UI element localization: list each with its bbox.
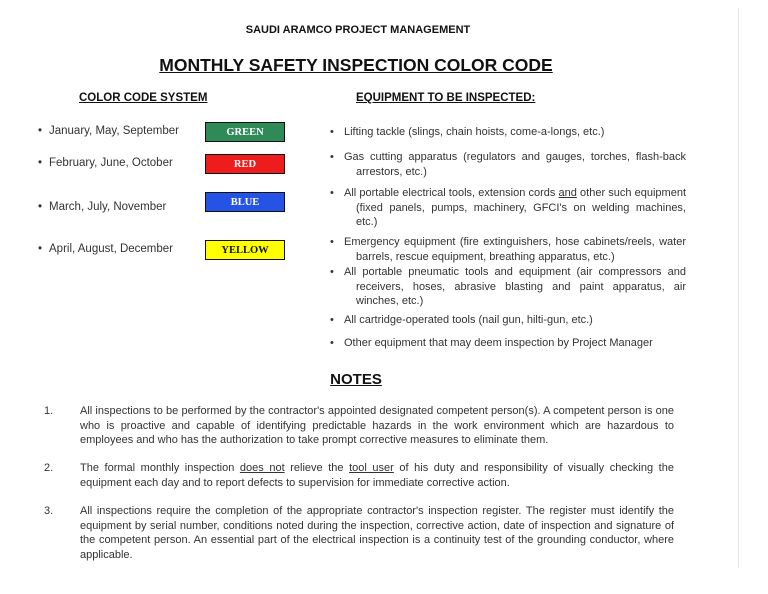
equipment-item [330, 336, 686, 351]
organization-header: SAUDI ARAMCO PROJECT MANAGEMENT [245, 24, 471, 36]
note-number: 2. [44, 462, 54, 474]
text-fragment: All portable electrical tools, extension cords [344, 187, 559, 199]
underlined-phrase: does not [239, 462, 285, 474]
note-item [44, 461, 674, 490]
bullet-glyph: • [38, 125, 43, 137]
equipment-item [330, 125, 686, 140]
text-fragment: The formal monthly inspection [80, 462, 240, 474]
bullet-glyph: • [38, 243, 43, 255]
swatch-label: YELLOW [221, 244, 269, 256]
text-fragment: relieve the [284, 462, 350, 474]
bullet-glyph: • [330, 187, 334, 199]
bullet-glyph: • [330, 314, 334, 326]
bullet-glyph: • [330, 236, 334, 248]
equipment-item [330, 313, 686, 328]
underlined-phrase: tool user [349, 462, 394, 474]
swatch-label: BLUE [230, 196, 260, 208]
note-number: 1. [44, 405, 54, 417]
months-label: February, June, October [49, 157, 173, 169]
swatch-label: GREEN [226, 126, 264, 138]
months-label: April, August, December [49, 243, 174, 255]
equipment-item [330, 186, 686, 230]
page-edge-line [738, 8, 739, 568]
color-row-months [38, 125, 179, 137]
swatch-label: RED [233, 158, 257, 170]
equipment-item-text: Lifting tackle (slings, chain hoists, come-a-longs, etc.) [344, 126, 605, 138]
bullet-glyph: • [330, 126, 334, 138]
bullet-glyph: • [38, 157, 43, 169]
text-fragment: other such equipment (fixed panels, pumps, machinery, GFCI's on welding machines, etc.) [356, 187, 686, 228]
note-number: 3. [44, 505, 54, 517]
equipment-item-text: Gas cutting apparatus (regulators and gauges, torches, flash-back arrestors, etc.) [344, 151, 686, 178]
color-row-months [38, 157, 173, 169]
color-row-months [38, 201, 166, 213]
bullet-glyph: • [330, 337, 334, 349]
note-item [44, 504, 674, 562]
color-row-months [38, 243, 173, 255]
equipment-item-text: All cartridge-operated tools (nail gun, hilti-gun, etc.) [344, 314, 593, 326]
red-swatch [205, 154, 285, 174]
document-title: MONTHLY SAFETY INSPECTION COLOR CODE [159, 55, 553, 75]
equipment-item-text: All portable pneumatic tools and equipment (air compressors and receivers, hoses, abrasive blasting and paint apparatus, air winches, etc.) [344, 266, 686, 307]
note-text: All inspections to be performed by the contractor's appointed designated competent person(s). A competent person is one who is proactive and capable of identifying predictable hazards in the work environment which are hazardous to employees and who has the authorization to take prompt corrective measures to eliminate them. [80, 405, 674, 446]
equipment-item-text [344, 186, 686, 230]
equipment-item-text: Emergency equipment (fire extinguishers, hose cabinets/reels, water barrels, rescue equipment, breathing apparatus, etc.) [344, 236, 686, 263]
equipment-item [330, 265, 686, 309]
note-item [44, 404, 674, 448]
bullet-glyph: • [330, 151, 334, 163]
color-code-system-heading: COLOR CODE SYSTEM [79, 92, 208, 104]
yellow-swatch [205, 240, 285, 260]
underlined-word: and [558, 187, 577, 199]
notes-heading: NOTES [330, 371, 382, 388]
blue-swatch [205, 192, 285, 212]
bullet-glyph: • [330, 266, 334, 278]
equipment-item-text: Other equipment that may deem inspection by Project Manager [344, 337, 653, 349]
text-fragment: of his duty and responsibility of visually checking the equipment each day and to report defects to supervision for immediate corrective action. [80, 462, 674, 489]
green-swatch [205, 122, 285, 142]
note-text [80, 461, 674, 490]
note-text: All inspections require the completion of the appropriate contractor's inspection register. The register must identify the equipment by serial number, conditions noted during the inspection, corrective action, date of inspection and signature of the competent person. An essential part of the electrical inspection is a continuity test of the grounding conductor, where applicable. [80, 505, 674, 561]
bullet-glyph: • [38, 201, 43, 213]
equipment-heading: EQUIPMENT TO BE INSPECTED: [356, 92, 536, 104]
equipment-item [330, 150, 686, 179]
months-label: March, July, November [49, 201, 167, 213]
equipment-item [330, 235, 686, 264]
months-label: January, May, September [49, 125, 179, 137]
